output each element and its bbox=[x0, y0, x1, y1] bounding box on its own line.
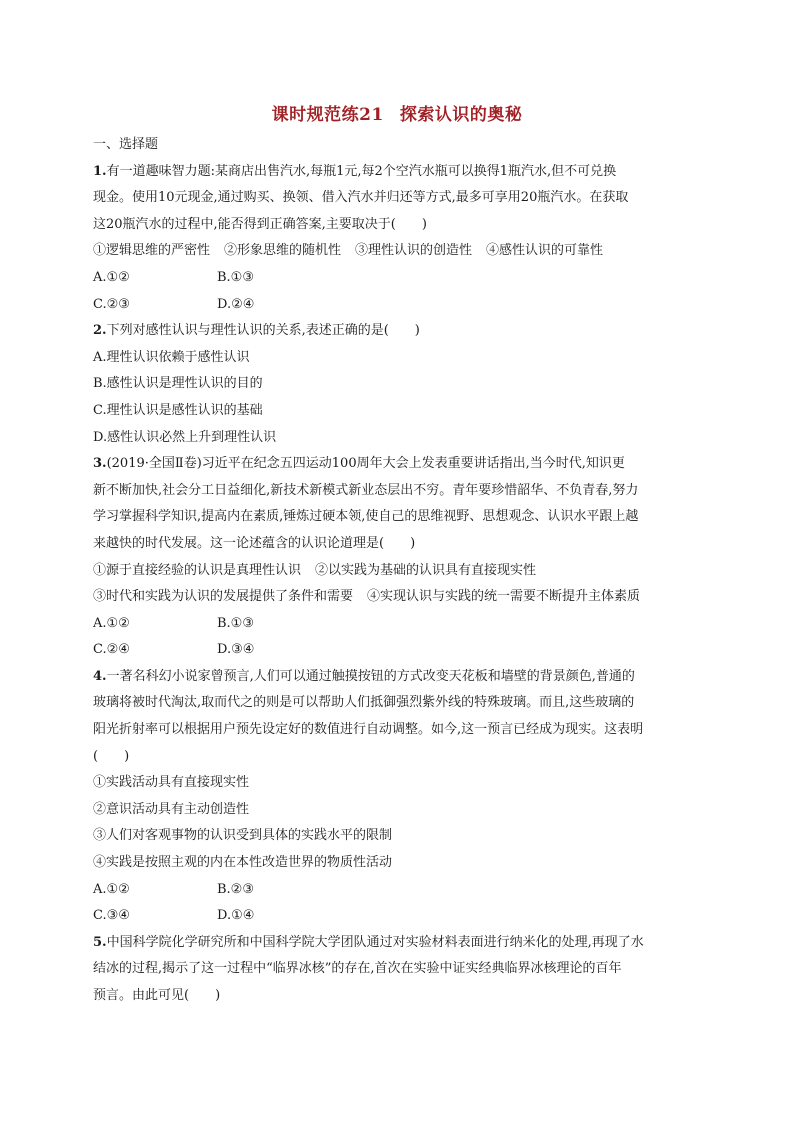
statement: ①源于直接经验的认识是真理性认识 bbox=[93, 562, 302, 578]
statement: ③时代和实践为认识的发展提供了条件和需要 bbox=[93, 589, 354, 605]
option-row bbox=[93, 265, 693, 292]
question-number: 4. bbox=[93, 668, 107, 684]
option-c[interactable]: C.③④ bbox=[93, 908, 130, 924]
statement-line bbox=[93, 584, 693, 611]
option-c[interactable]: C.②④ bbox=[93, 642, 130, 658]
question-3 bbox=[93, 451, 693, 664]
statement: ①实践活动具有直接现实性 bbox=[93, 775, 250, 791]
question-line: 玻璃将被时代淘汰,取而代之的则是可以帮助人们抵御强烈紫外线的特殊玻璃。而且,这些玻璃的 bbox=[93, 695, 635, 711]
statement: ④实践是按照主观的内在本性改造世界的物质性活动 bbox=[93, 855, 393, 871]
question-number: 5. bbox=[93, 934, 107, 950]
option-b[interactable]: B.①③ bbox=[217, 269, 254, 285]
option-d[interactable]: D.①④ bbox=[217, 908, 255, 924]
option-c[interactable]: C.理性认识是感性认识的基础 bbox=[93, 402, 263, 418]
question-2 bbox=[93, 318, 693, 451]
option-b[interactable]: B.①③ bbox=[217, 615, 254, 631]
question-line: 3.(2019·全国Ⅱ卷)习近平在纪念五四运动100周年大会上发表重要讲话指出,当今时代,知识更 bbox=[93, 456, 625, 472]
option-row bbox=[93, 877, 693, 904]
question-line: 新不断加快,社会分工日益细化,新技术新模式新业态层出不穷。青年要珍惜韶华、不负青春,努力 bbox=[93, 482, 639, 498]
question-line: 1.有一道趣味智力题:某商店出售汽水,每瓶1元,每2个空汽水瓶可以换得1瓶汽水,但不可兑换 bbox=[93, 163, 617, 179]
option-c[interactable]: C.②③ bbox=[93, 296, 130, 312]
question-4 bbox=[93, 664, 693, 930]
question-line: 2.下列对感性认识与理性认识的关系,表述正确的是( ) bbox=[93, 323, 420, 339]
question-line: 4.一著名科幻小说家曾预言,人们可以通过触摸按钮的方式改变天花板和墙壁的背景颜色,普通的 bbox=[93, 668, 635, 684]
question-5 bbox=[93, 930, 693, 1010]
question-number: 2. bbox=[93, 323, 107, 339]
question-line: 5.中国科学院化学研究所和中国科学院大学团队通过对实验材料表面进行纳米化的处理,再现了水 bbox=[93, 934, 644, 950]
statement: ④实现认识与实践的统一需要不断提升主体素质 bbox=[367, 589, 641, 605]
option-row bbox=[93, 292, 693, 319]
question-line: 预言。由此可见( ) bbox=[93, 988, 221, 1003]
question-1 bbox=[93, 159, 693, 319]
statement: ④感性认识的可靠性 bbox=[486, 243, 604, 259]
option-a[interactable]: A.理性认识依赖于感性认识 bbox=[93, 349, 250, 365]
option-row bbox=[93, 637, 693, 664]
section-heading: 一、选择题 bbox=[93, 137, 159, 152]
title-sub: 探索认识的奥秘 bbox=[399, 105, 523, 125]
question-line: 结冰的过程,揭示了这一过程中“临界冰核”的存在,首次在实验中证实经典临界冰核理论的百年 bbox=[93, 961, 622, 977]
question-line: 学习掌握科学知识,提高内在素质,锤炼过硬本领,使自己的思维视野、思想观念、认识水平跟上越 bbox=[93, 509, 639, 525]
page-title bbox=[0, 100, 794, 125]
statement: ③人们对客观事物的认识受到具体的实践水平的限制 bbox=[93, 828, 393, 844]
option-a[interactable]: A.①② bbox=[93, 269, 130, 285]
option-row bbox=[93, 611, 693, 638]
option-d[interactable]: D.感性认识必然上升到理性认识 bbox=[93, 429, 277, 445]
option-b[interactable]: B.②③ bbox=[217, 881, 254, 897]
option-d[interactable]: D.③④ bbox=[217, 642, 255, 658]
statement-line bbox=[93, 238, 693, 265]
question-line: 来越快的时代发展。这一论述蕴含的认识论道理是( ) bbox=[93, 535, 416, 551]
statement: ②形象思维的随机性 bbox=[224, 243, 342, 259]
document-body bbox=[93, 132, 693, 1010]
question-number: 1. bbox=[93, 163, 107, 179]
statement: ③理性认识的创造性 bbox=[355, 243, 473, 259]
statement-line bbox=[93, 558, 693, 585]
question-number: 3. bbox=[93, 456, 107, 472]
option-a[interactable]: A.①② bbox=[93, 615, 130, 631]
question-line: 现金。使用10元现金,通过购买、换领、借入汽水并归还等方式,最多可享用20瓶汽水。在获取 bbox=[93, 190, 629, 206]
option-d[interactable]: D.②④ bbox=[217, 296, 255, 312]
question-line: ( ) bbox=[93, 748, 130, 764]
title-main: 课时规范练21 bbox=[271, 105, 384, 125]
question-line: 阳光折射率可以根据用户预先设定好的数值进行自动调整。如今,这一预言已经成为现实。这表明 bbox=[93, 722, 644, 738]
statement: ②意识活动具有主动创造性 bbox=[93, 801, 250, 817]
question-line: 这20瓶汽水的过程中,能否得到正确答案,主要取决于( ) bbox=[93, 216, 427, 232]
option-a[interactable]: A.①② bbox=[93, 881, 130, 897]
statement: ②以实践为基础的认识具有直接现实性 bbox=[315, 562, 537, 578]
statement: ①逻辑思维的严密性 bbox=[93, 243, 211, 259]
option-b[interactable]: B.感性认识是理性认识的目的 bbox=[93, 376, 263, 392]
option-row bbox=[93, 903, 693, 930]
